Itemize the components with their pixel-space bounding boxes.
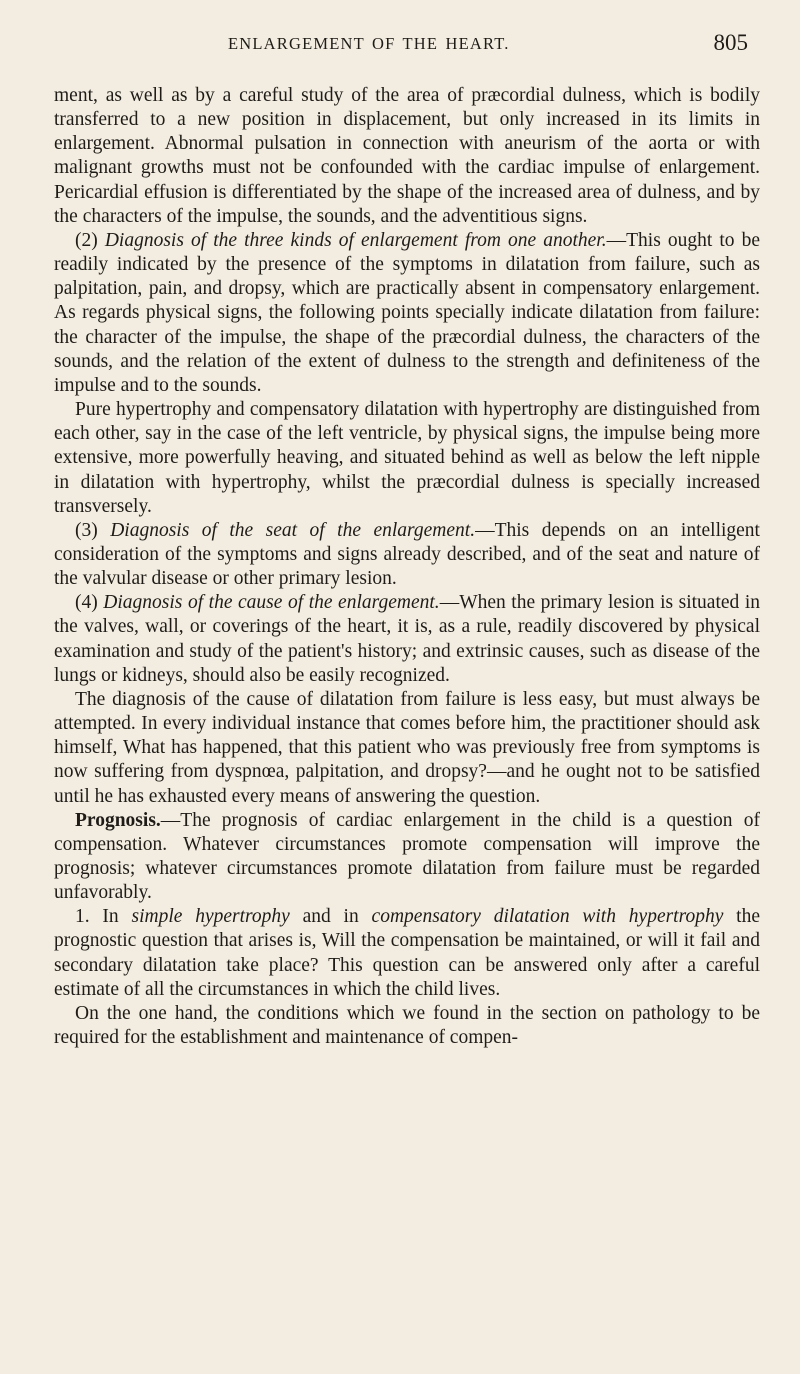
emphasis-italic: simple hypertrophy: [131, 906, 290, 928]
paragraph-prognosis: Prognosis.—The prognosis of cardiac enlargement in the child is a question of compensation. Whatever circumstances promote compensation will improve the prognosis; whatever circumstances promote dilatation from failure must be regarded unfavorably.: [54, 809, 760, 904]
page-number: 805: [713, 30, 748, 55]
running-head: ENLARGEMENT OF THE HEART.: [228, 34, 510, 53]
paragraph-simple-hypertrophy: 1. In simple hypertrophy and in compensatory dilatation with hypertrophy the prognostic question that arises is, Will the compensation be maintained, or will it fail and secondary dilatation take place? This question can be answered only after a careful estimate of all the circumstances in which the child lives.: [54, 906, 761, 1000]
paragraph-diagnosis-kinds: (2) Diagnosis of the three kinds of enlargement from one another.—This ought to be readily indicated by the presence of the symptoms in dilatation from failure, such as palpitation, pain, and dropsy, which are practically absent in compensatory enlargement. As regards physical signs, the following points specially indicate dilatation from failure: the character of the impulse, the shape of the præcordial dulness, the characters of the sounds, and the relation of the extent of dulness to the strength and definiteness of the impulse and to the sounds.: [54, 229, 760, 396]
paragraph-dilatation-failure: The diagnosis of the cause of dilatation from failure is less easy, but must always be attempted. In every individual instance that comes before him, the practitioner should ask himself, What has happened, that this patient who was previously free from symptoms is now suffering from dyspnœa, palpitation, and dropsy?—and he ought not to be satisfied until he has exhausted every means of answering the question.: [54, 688, 760, 807]
section-heading-italic: Diagnosis of the cause of the enlargement.: [103, 592, 440, 614]
paragraph-conditions: On the one hand, the conditions which we found in the section on pathology to be required for the establishment and maintenance of compen-: [54, 1002, 760, 1049]
section-heading-italic: Diagnosis of the seat of the enlargement.: [110, 519, 476, 541]
prognosis-heading: Prognosis.: [75, 809, 161, 831]
paragraph-pure-hypertrophy: Pure hypertrophy and compensatory dilatation with hypertrophy are distinguished from each other, say in the case of the left ventricle, by physical signs, the impulse being more extensive, more powerfully heaving, and situated behind as well as below the left nipple in dilatation with hypertrophy, whilst the præcordial dulness is specially increased transversely.: [54, 399, 760, 517]
emphasis-italic: compensatory dilatation with hypertrophy: [371, 906, 724, 928]
body-text: [54, 84, 760, 1050]
paragraph-diagnosis-seat: (3) Diagnosis of the seat of the enlargement.—This depends on an intelligent consideration of the symptoms and signs already described, and of the seat and nature of the valvular disease or other primary lesion.: [54, 519, 760, 590]
paragraph-diagnosis-cause: (4) Diagnosis of the cause of the enlargement.—When the primary lesion is situated in the valves, wall, or coverings of the heart, it is, as a rule, readily discovered by physical examination and study of the patient's history; and extrinsic causes, such as disease of the lungs or kidneys, should also be easily recognized.: [54, 592, 760, 686]
page-header: [228, 30, 748, 64]
section-heading-italic: Diagnosis of the three kinds of enlargement from one another.: [104, 229, 607, 251]
paragraph-continuation: ment, as well as by a careful study of the area of præcordial dulness, which is bodily transferred to a new position in displacement, but only increased in its limits in enlargement. Abnormal pulsation in connection with aneurism of the aorta or with malignant growths must not be confounded with the cardiac impulse of enlargement. Pericardial effusion is differentiated by the shape of the increased area of dulness, and by the characters of the impulse, the sounds, and the adventitious signs.: [54, 85, 760, 227]
